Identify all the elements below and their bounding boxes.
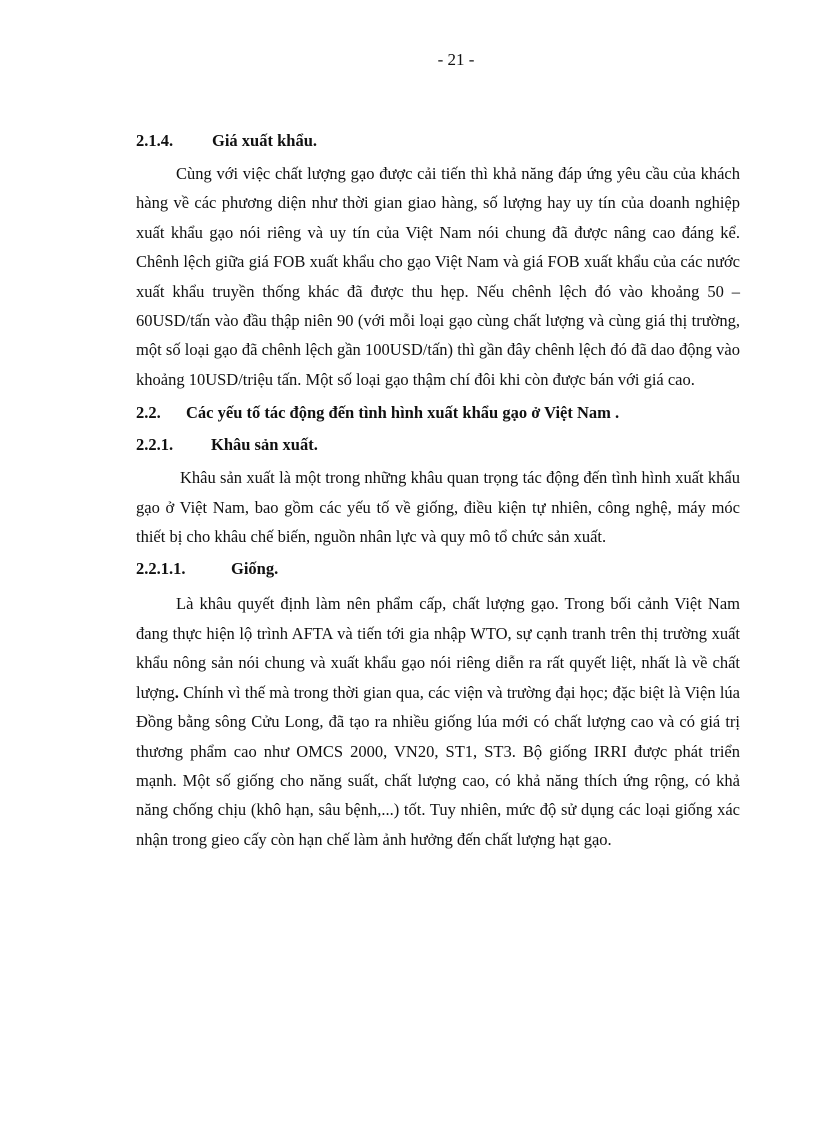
document-body — [136, 126, 740, 854]
section-number: 2.2.1. — [136, 435, 174, 455]
paragraph-production: Khâu sản xuất là một trong những khâu quan trọng tác động đến tình hình xuất khẩu gạo ở Việt Nam, bao gồm các yếu tố về giống, điều kiện tự nhiên, công nghệ, máy móc thiết bị cho khâu chế biến, nguồn nhân lực và quy mô tổ chức sản xuất. — [136, 468, 740, 547]
paragraph-export-price: Cùng với việc chất lượng gạo được cải tiến thì khả năng đáp ứng yêu cầu của khách hàng về các phương diện như thời gian giao hàng, số lượng hay uy tín của doanh nghiệp xuất khẩu gạo nói riêng và uy tín của Việt Nam nói chung đã được nâng cao đáng kể. Chênh lệch giữa giá FOB xuất khẩu cho gạo Việt Nam và giá FOB xuất khẩu của các nước xuất khẩu truyền thống khác đã được thu hẹp. Nếu chênh lệch đó vào khoảng 50 – 60USD/tấn vào đầu thập niên 90 (với mỗi loại gạo cùng chất lượng và cùng giá thị trường, một số loại gạo đã chênh lệch gần 100USD/tấn) thì gần đây chênh lệch đó đã dao động vào khoảng 10USD/triệu tấn. Một số loại gạo thậm chí đôi khi còn được bán với giá cao. — [136, 164, 740, 389]
section-heading-2-2-1 — [136, 430, 740, 459]
paragraph-text-part1: Là khâu quyết định làm nên phẩm cấp, chất lượng gạo. Trong bối cảnh Việt Nam đang thực hiện lộ trình AFTA và tiến tới gia nhập WTO, sự cạnh tranh trên thị trường xuất khẩu nông sản nói chung và xuất khẩu gạo nói riêng diễn ra rất quyết liệt, nhất là về chất lượng — [136, 594, 740, 702]
section-heading-2-2 — [136, 398, 740, 427]
section-title: Giá xuất khẩu. — [212, 131, 317, 150]
section-title: Các yếu tố tác động đến tình hình xuất khẩu gạo ở Việt Nam . — [186, 403, 620, 423]
paragraph-seed-varieties — [136, 589, 740, 854]
section-title: Khâu sản xuất. — [211, 435, 318, 455]
section-number: 2.2.1.1. — [136, 559, 186, 579]
paragraph-text-part2: Chính vì thế mà trong thời gian qua, các viện và trường đại học; đặc biệt là Viện lúa Đồng bằng sông Cửu Long, đã tạo ra nhiều giống lúa mới có chất lượng cao và có giá trị thương phẩm cao như OMCS 2000, VN20, ST1, ST3. Bộ giống IRRI được phát triển mạnh. Một số giống cho năng suất, chất lượng cao, có khả năng thích ứng rộng, có khả năng chống chịu (khô hạn, sâu bệnh,...) tốt. Tuy nhiên, mức độ sử dụng các loại giống xác nhận trong gieo cấy còn hạn chế làm ảnh hưởng đến chất lượng hạt gạo. — [136, 682, 740, 849]
section-number: 2.1.4. — [136, 131, 174, 150]
section-heading-2-1-4 — [136, 126, 740, 155]
paragraph-bold-period: . — [174, 682, 179, 702]
section-heading-2-2-1-1 — [136, 554, 740, 583]
section-title: Giống. — [231, 559, 279, 579]
section-number: 2.2. — [136, 403, 161, 423]
page-number: - 21 - — [437, 50, 475, 69]
